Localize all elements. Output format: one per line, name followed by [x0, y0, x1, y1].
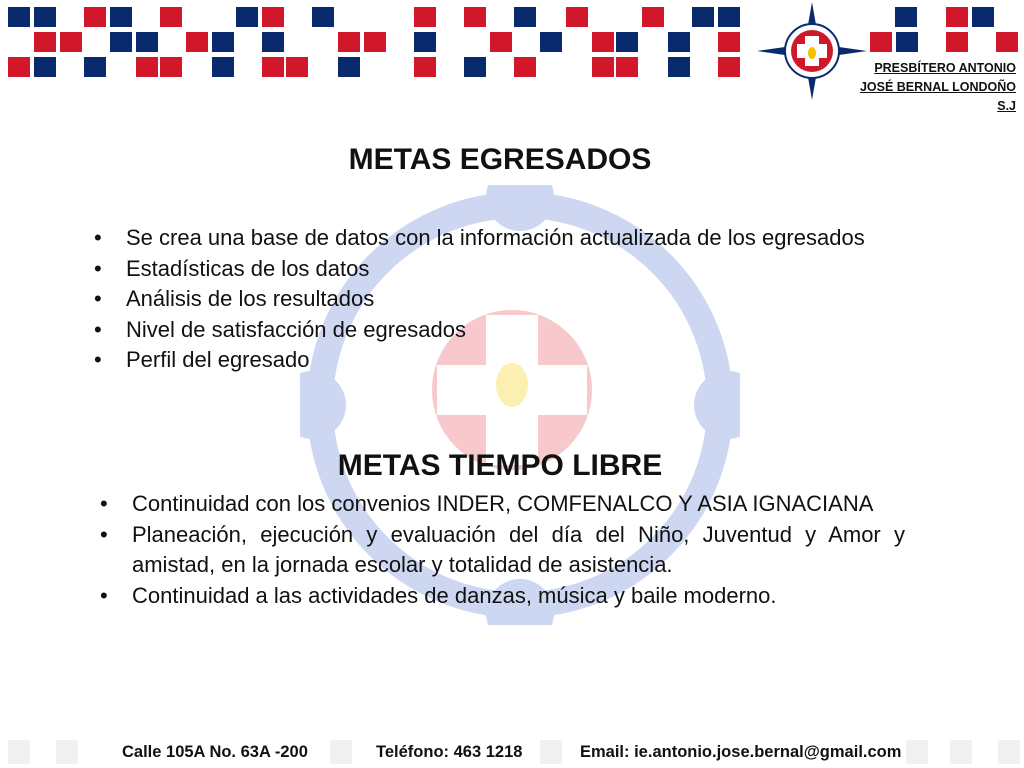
- footer-block: [56, 740, 78, 764]
- banner-square: [464, 57, 486, 77]
- banner-square: [338, 32, 360, 52]
- banner-square: [84, 7, 106, 27]
- banner-square: [972, 7, 994, 27]
- banner-square: [414, 32, 436, 52]
- list-item-text: Continuidad con los convenios INDER, COMFENALCO Y ASIA IGNACIANA: [132, 491, 874, 516]
- bullet: •: [94, 225, 102, 250]
- banner-square: [34, 57, 56, 77]
- banner-square: [692, 7, 714, 27]
- list-item: [94, 254, 886, 285]
- banner-square: [262, 57, 284, 77]
- bullet: •: [100, 582, 108, 608]
- banner-square: [718, 32, 740, 52]
- list-item: [94, 315, 886, 346]
- section2-list: [100, 489, 905, 611]
- banner-square: [186, 32, 208, 52]
- banner-square: [870, 32, 892, 52]
- footer-email: Email: ie.antonio.jose.bernal@gmail.com: [580, 743, 902, 761]
- footer-block: [8, 740, 30, 764]
- banner-square: [414, 7, 436, 27]
- list-item: [94, 284, 886, 315]
- banner-square: [668, 57, 690, 77]
- banner-square: [212, 57, 234, 77]
- banner-square: [110, 32, 132, 52]
- footer-phone: Teléfono: 463 1218: [376, 743, 523, 761]
- section1-title: METAS EGRESADOS: [348, 143, 652, 176]
- school-name-line-3: S.J: [997, 99, 1016, 113]
- footer-block: [540, 740, 562, 764]
- banner-square: [84, 57, 106, 77]
- list-item-text: Perfil del egresado: [126, 347, 310, 372]
- banner-square: [236, 7, 258, 27]
- footer-block: [330, 740, 352, 764]
- banner-square: [364, 32, 386, 52]
- footer-address: Calle 105A No. 63A -200: [122, 743, 308, 761]
- bullet: •: [100, 521, 108, 547]
- banner-square: [34, 7, 56, 27]
- list-item-text: Continuidad a las actividades de danzas, música y baile moderno.: [132, 582, 777, 608]
- banner-square: [566, 7, 588, 27]
- list-item-text: Planeación, ejecución y evaluación del día del Niño, Juventud y Amor y amistad, en la jornada escolar y totalidad de asistencia.: [132, 521, 905, 577]
- banner-square: [616, 32, 638, 52]
- list-item: [100, 489, 905, 520]
- banner-square: [286, 57, 308, 77]
- list-item-text: Estadísticas de los datos: [126, 255, 370, 281]
- banner-square: [718, 7, 740, 27]
- banner-square: [414, 57, 436, 77]
- list-item: [94, 223, 886, 254]
- banner-square: [540, 32, 562, 52]
- banner-square: [946, 7, 968, 27]
- banner-square: [946, 32, 968, 52]
- banner-square: [160, 7, 182, 27]
- banner-square: [996, 32, 1018, 52]
- section1-list: [94, 223, 886, 376]
- banner-square: [262, 32, 284, 52]
- banner-square: [490, 32, 512, 52]
- compass-star-emblem-icon: [757, 2, 867, 100]
- header-banner: [0, 0, 1024, 86]
- footer-block: [950, 740, 972, 764]
- list-item-text: Análisis de los resultados: [126, 286, 375, 311]
- banner-square: [464, 7, 486, 27]
- banner-square: [60, 32, 82, 52]
- banner-square: [136, 32, 158, 52]
- bullet: •: [94, 255, 102, 281]
- banner-square: [34, 32, 56, 52]
- banner-square: [514, 57, 536, 77]
- banner-square: [312, 7, 334, 27]
- banner-square: [8, 57, 30, 77]
- banner-square: [262, 7, 284, 27]
- school-name-line-1: PRESBÍTERO ANTONIO: [874, 61, 1016, 75]
- banner-square: [338, 57, 360, 77]
- list-item-text: Nivel de satisfacción de egresados: [126, 316, 466, 342]
- banner-square: [895, 7, 917, 27]
- banner-square: [160, 57, 182, 77]
- banner-square: [592, 57, 614, 77]
- footer-block: [998, 740, 1020, 764]
- banner-square: [110, 7, 132, 27]
- list-item: [94, 345, 886, 376]
- banner-square: [8, 7, 30, 27]
- banner-square: [212, 32, 234, 52]
- school-name-line-2: JOSÉ BERNAL LONDOÑO: [859, 80, 1016, 94]
- bullet: •: [94, 316, 102, 342]
- list-item-text: Se crea una base de datos con la información actualizada de los egresados: [126, 225, 865, 250]
- banner-square: [896, 32, 918, 52]
- banner-square: [616, 57, 638, 77]
- list-item: [100, 520, 905, 581]
- banner-square: [668, 32, 690, 52]
- bullet: •: [94, 347, 102, 372]
- banner-square: [592, 32, 614, 52]
- list-item: [100, 581, 905, 612]
- section2-title: METAS TIEMPO LIBRE: [337, 449, 663, 482]
- banner-square: [514, 7, 536, 27]
- banner-square: [718, 57, 740, 77]
- banner-square: [642, 7, 664, 27]
- bullet: •: [100, 491, 108, 516]
- bullet: •: [94, 286, 102, 311]
- footer-block: [906, 740, 928, 764]
- banner-square: [136, 57, 158, 77]
